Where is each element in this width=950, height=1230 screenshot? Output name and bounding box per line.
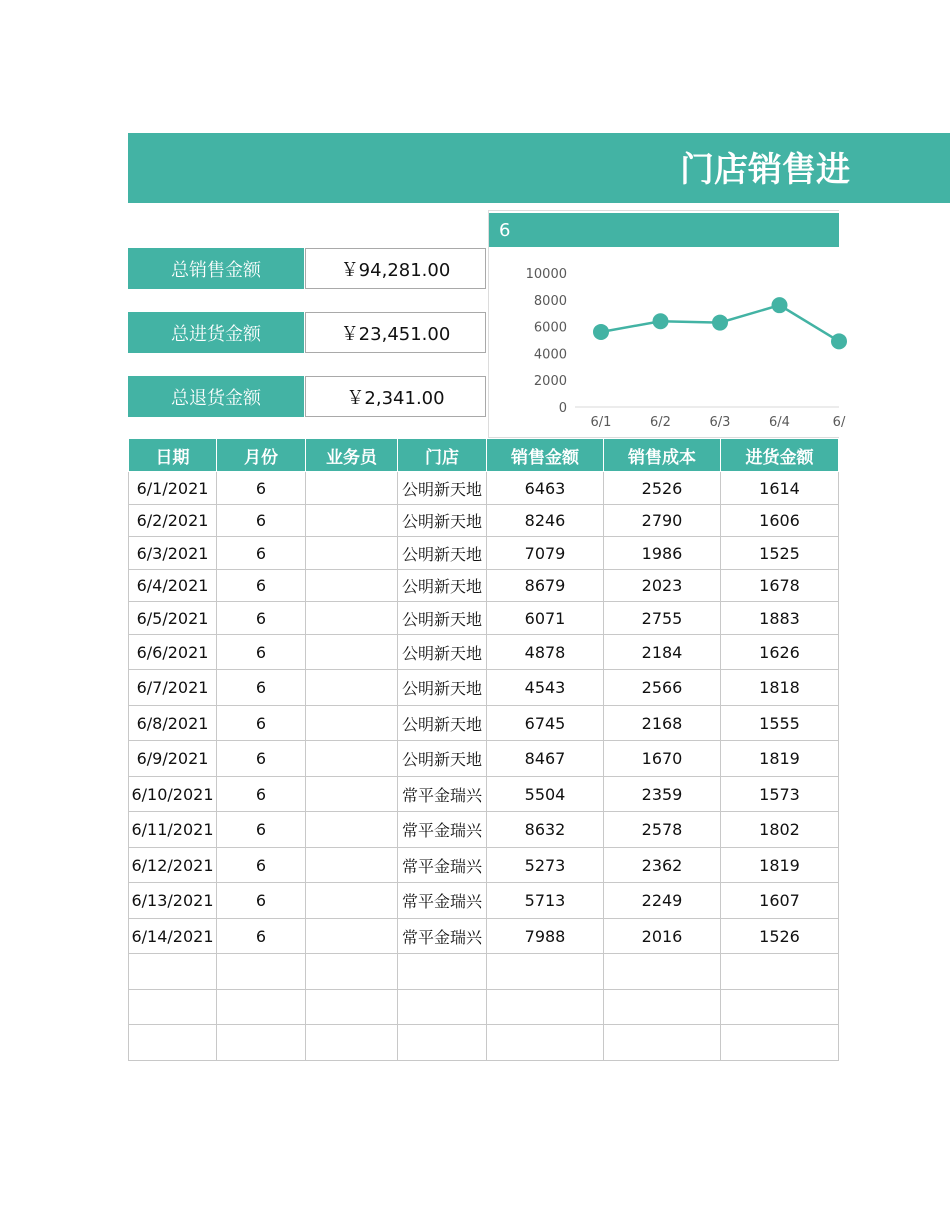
cell-store[interactable]: 公明新天地	[398, 670, 487, 706]
table-header-row	[129, 439, 839, 472]
cell-store[interactable]: 公明新天地	[398, 472, 487, 505]
table-row	[129, 537, 839, 570]
column-header-month[interactable]: 月份	[217, 439, 306, 472]
table-row	[129, 919, 839, 954]
cell-date[interactable]	[129, 1025, 217, 1061]
cell-sales-cost[interactable]: 2566	[604, 670, 721, 706]
cell-sales-amount[interactable]: 7079	[487, 537, 604, 570]
table-row	[129, 954, 839, 990]
cell-purchase-amount[interactable]: 1607	[721, 883, 839, 919]
total-purchase-label: 总进货金额	[128, 312, 304, 353]
cell-purchase-amount[interactable]: 1573	[721, 777, 839, 812]
cell-purchase-amount[interactable]	[721, 1025, 839, 1061]
cell-store[interactable]: 公明新天地	[398, 635, 487, 670]
cell-sales-cost[interactable]: 2526	[604, 472, 721, 505]
cell-salesperson[interactable]	[306, 570, 398, 602]
cell-sales-amount[interactable]: 6071	[487, 602, 604, 635]
cell-sales-cost[interactable]: 2249	[604, 883, 721, 919]
cell-sales-amount[interactable]: 8246	[487, 505, 604, 537]
table-row	[129, 505, 839, 537]
column-header-sales-cost[interactable]: 销售成本	[604, 439, 721, 472]
cell-purchase-amount[interactable]: 1819	[721, 848, 839, 883]
total-sales-label: 总销售金额	[128, 248, 304, 289]
cell-month[interactable]: 6	[217, 741, 306, 777]
cell-sales-cost[interactable]: 2168	[604, 706, 721, 741]
cell-sales-cost[interactable]: 2023	[604, 570, 721, 602]
cell-sales-amount[interactable]	[487, 990, 604, 1025]
table-row	[129, 777, 839, 812]
data-point[interactable]	[712, 315, 728, 331]
y-tick-label: 2000	[533, 374, 567, 390]
cell-month[interactable]: 6	[217, 602, 306, 635]
cell-date[interactable]: 6/6/2021	[129, 635, 217, 670]
cell-salesperson[interactable]	[306, 741, 398, 777]
cell-month[interactable]	[217, 954, 306, 990]
cell-sales-cost[interactable]: 2362	[604, 848, 721, 883]
table-row	[129, 635, 839, 670]
cell-sales-cost[interactable]: 2755	[604, 602, 721, 635]
cell-store[interactable]: 常平金瑞兴	[398, 812, 487, 848]
cell-sales-amount[interactable]: 8679	[487, 570, 604, 602]
table-row	[129, 602, 839, 635]
cell-purchase-amount[interactable]: 1626	[721, 635, 839, 670]
cell-salesperson[interactable]	[306, 635, 398, 670]
cell-month[interactable]: 6	[217, 777, 306, 812]
cell-store[interactable]: 常平金瑞兴	[398, 848, 487, 883]
cell-salesperson[interactable]	[306, 990, 398, 1025]
table-row	[129, 670, 839, 706]
cell-sales-amount[interactable]	[487, 954, 604, 990]
cell-salesperson[interactable]	[306, 1025, 398, 1061]
cell-date[interactable]: 6/3/2021	[129, 537, 217, 570]
cell-date[interactable]: 6/11/2021	[129, 812, 217, 848]
cell-month[interactable]: 6	[217, 670, 306, 706]
cell-sales-cost[interactable]: 2578	[604, 812, 721, 848]
x-tick-label: 6/	[832, 415, 846, 430]
total-sales-value[interactable]: ￥94,281.00	[305, 248, 486, 289]
cell-sales-cost[interactable]: 2359	[604, 777, 721, 812]
cell-purchase-amount[interactable]	[721, 954, 839, 990]
cell-sales-cost[interactable]	[604, 954, 721, 990]
cell-date[interactable]: 6/4/2021	[129, 570, 217, 602]
cell-salesperson[interactable]	[306, 505, 398, 537]
cell-month[interactable]: 6	[217, 919, 306, 954]
cell-date[interactable]	[129, 990, 217, 1025]
cell-salesperson[interactable]	[306, 848, 398, 883]
cell-sales-cost[interactable]: 1670	[604, 741, 721, 777]
data-point[interactable]	[831, 333, 847, 349]
cell-store[interactable]: 公明新天地	[398, 602, 487, 635]
cell-salesperson[interactable]	[306, 670, 398, 706]
table-row	[129, 706, 839, 741]
cell-month[interactable]: 6	[217, 472, 306, 505]
table-row	[129, 1025, 839, 1061]
cell-sales-amount[interactable]	[487, 1025, 604, 1061]
table-row	[129, 741, 839, 777]
cell-month[interactable]: 6	[217, 706, 306, 741]
column-header-purchase-amount[interactable]: 进货金额	[721, 439, 839, 472]
y-tick-label: 4000	[533, 347, 567, 363]
total-return-label: 总退货金额	[128, 376, 304, 417]
cell-store[interactable]: 公明新天地	[398, 570, 487, 602]
column-header-date[interactable]: 日期	[129, 439, 217, 472]
cell-store[interactable]: 常平金瑞兴	[398, 777, 487, 812]
cell-salesperson[interactable]	[306, 883, 398, 919]
table-row	[129, 570, 839, 602]
cell-sales-amount[interactable]: 6463	[487, 472, 604, 505]
cell-date[interactable]: 6/10/2021	[129, 777, 217, 812]
cell-month[interactable]: 6	[217, 883, 306, 919]
cell-sales-cost[interactable]: 1986	[604, 537, 721, 570]
y-tick-label: 6000	[533, 320, 567, 336]
cell-store[interactable]: 常平金瑞兴	[398, 883, 487, 919]
cell-purchase-amount[interactable]: 1818	[721, 670, 839, 706]
sales-chart[interactable]	[488, 210, 846, 438]
cell-month[interactable]	[217, 990, 306, 1025]
cell-date[interactable]: 6/5/2021	[129, 602, 217, 635]
cell-date[interactable]: 6/14/2021	[129, 919, 217, 954]
cell-sales-cost[interactable]: 2790	[604, 505, 721, 537]
cell-salesperson[interactable]	[306, 706, 398, 741]
cell-purchase-amount[interactable]: 1614	[721, 472, 839, 505]
cell-sales-cost[interactable]: 2184	[604, 635, 721, 670]
cell-sales-amount[interactable]: 6745	[487, 706, 604, 741]
cell-purchase-amount[interactable]: 1883	[721, 602, 839, 635]
cell-month[interactable]: 6	[217, 848, 306, 883]
total-return-value[interactable]: ￥2,341.00	[305, 376, 486, 417]
cell-purchase-amount[interactable]: 1819	[721, 741, 839, 777]
sales-table	[128, 439, 839, 1061]
cell-purchase-amount[interactable]: 1526	[721, 919, 839, 954]
cell-date[interactable]	[129, 954, 217, 990]
cell-sales-cost[interactable]: 2016	[604, 919, 721, 954]
cell-sales-amount[interactable]: 5713	[487, 883, 604, 919]
cell-month[interactable]: 6	[217, 812, 306, 848]
chart-title: 6	[489, 213, 839, 247]
cell-month[interactable]	[217, 1025, 306, 1061]
cell-sales-amount[interactable]: 4543	[487, 670, 604, 706]
table-row	[129, 990, 839, 1025]
cell-purchase-amount[interactable]: 1802	[721, 812, 839, 848]
cell-month[interactable]: 6	[217, 570, 306, 602]
table-row	[129, 812, 839, 848]
cell-sales-cost[interactable]	[604, 990, 721, 1025]
cell-month[interactable]: 6	[217, 635, 306, 670]
cell-store[interactable]	[398, 1025, 487, 1061]
cell-salesperson[interactable]	[306, 602, 398, 635]
x-tick-label: 6/4	[769, 415, 790, 430]
table-row	[129, 472, 839, 505]
table-row	[129, 883, 839, 919]
x-tick-label: 6/3	[709, 415, 731, 430]
cell-date[interactable]: 6/9/2021	[129, 741, 217, 777]
column-header-sales-amount[interactable]: 销售金额	[487, 439, 604, 472]
table-row	[129, 848, 839, 883]
cell-salesperson[interactable]	[306, 919, 398, 954]
cell-purchase-amount[interactable]: 1678	[721, 570, 839, 602]
page-title: 门店销售进	[680, 150, 850, 190]
cell-store[interactable]: 常平金瑞兴	[398, 919, 487, 954]
x-tick-label: 6/2	[650, 415, 671, 430]
data-point[interactable]	[772, 297, 788, 313]
cell-date[interactable]: 6/1/2021	[129, 472, 217, 505]
cell-store[interactable]: 公明新天地	[398, 706, 487, 741]
y-tick-label: 8000	[533, 293, 567, 309]
cell-sales-amount[interactable]: 8467	[487, 741, 604, 777]
cell-store[interactable]: 公明新天地	[398, 537, 487, 570]
column-header-salesperson[interactable]: 业务员	[306, 439, 398, 472]
column-header-store[interactable]: 门店	[398, 439, 487, 472]
title-banner	[128, 133, 950, 203]
cell-salesperson[interactable]	[306, 812, 398, 848]
cell-date[interactable]: 6/8/2021	[129, 706, 217, 741]
cell-purchase-amount[interactable]: 1555	[721, 706, 839, 741]
cell-sales-amount[interactable]: 4878	[487, 635, 604, 670]
cell-purchase-amount[interactable]	[721, 990, 839, 1025]
y-tick-label: 10000	[525, 267, 567, 282]
cell-sales-amount[interactable]: 5504	[487, 777, 604, 812]
cell-store[interactable]: 公明新天地	[398, 741, 487, 777]
cell-date[interactable]: 6/2/2021	[129, 505, 217, 537]
chart-plot	[489, 211, 846, 437]
cell-date[interactable]: 6/7/2021	[129, 670, 217, 706]
x-tick-label: 6/1	[590, 415, 612, 430]
cell-salesperson[interactable]	[306, 954, 398, 990]
cell-salesperson[interactable]	[306, 537, 398, 570]
cell-store[interactable]	[398, 954, 487, 990]
cell-sales-amount[interactable]: 8632	[487, 812, 604, 848]
cell-store[interactable]	[398, 990, 487, 1025]
total-purchase-value[interactable]: ￥23,451.00	[305, 312, 486, 353]
cell-sales-amount[interactable]: 7988	[487, 919, 604, 954]
cell-purchase-amount[interactable]: 1606	[721, 505, 839, 537]
data-point[interactable]	[593, 324, 609, 340]
cell-month[interactable]: 6	[217, 537, 306, 570]
data-point[interactable]	[653, 313, 669, 329]
cell-sales-cost[interactable]	[604, 1025, 721, 1061]
cell-date[interactable]: 6/12/2021	[129, 848, 217, 883]
cell-salesperson[interactable]	[306, 472, 398, 505]
cell-purchase-amount[interactable]: 1525	[721, 537, 839, 570]
cell-month[interactable]: 6	[217, 505, 306, 537]
cell-date[interactable]: 6/13/2021	[129, 883, 217, 919]
cell-salesperson[interactable]	[306, 777, 398, 812]
cell-sales-amount[interactable]: 5273	[487, 848, 604, 883]
cell-store[interactable]: 公明新天地	[398, 505, 487, 537]
y-tick-label: 0	[558, 401, 567, 416]
